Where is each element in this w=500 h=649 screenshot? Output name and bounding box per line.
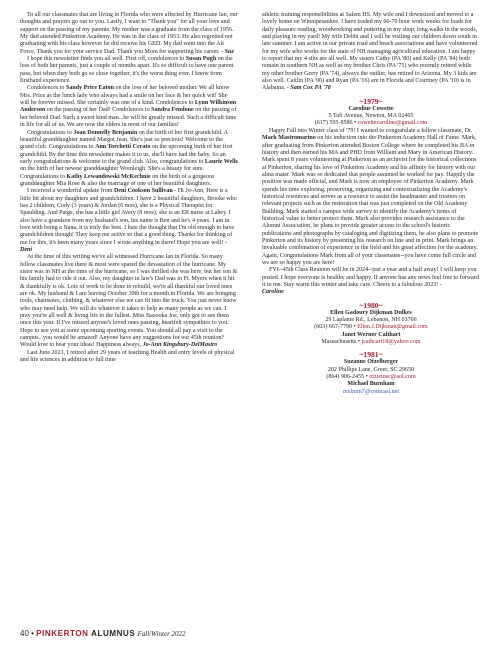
paragraph (20, 254, 238, 349)
paragraph (20, 56, 238, 85)
class-rep-name: Janet Werner Calthart (341, 331, 401, 338)
signature: Deni (20, 247, 33, 253)
class-rep-address: 202 Phillips Lane, Greer, SC 29650 (327, 366, 415, 373)
class-year-heading: ~1979~ (359, 96, 383, 106)
classmate-name: Laurie Wells (204, 158, 238, 165)
text: on the birth of her newest granddaughter Wrenleigh. She's a beauty for sure. Congratulations to (20, 166, 205, 180)
text: athletic training responsibilities at Salem HS. My wife and I downsized and moved to a lovely home on Winnipesaukee. I have traded my 60-70 hour work weeks for loads for daily pleasure reading, woodworking and puttering in my shop, long walks in the woods, and playing in my yard! My wife Debbi and I will be visiting our children down south in late summer. I am active in our private road and beach associations and have volunteered for my wife who works for the state of NH managing agricultural education. I am happy to report that my 4 sibs are all well. My sisters Cathy (PA '80) and Kelly (PA '84) both remain in southern NH as well as my brother Chris (PA '75) who recently retired while my other brother Gerry (PA '74), always the outlier, has retired to Arizona. My 3 kids are also well. Caitlin (PA '06) and Ryan (PA '16) are in Florida and Courtney (PA '10) is in Alabama. - (262, 12, 478, 92)
classmate-name: Lynn Wilkinson Anderson (20, 100, 237, 114)
classmate-name: Deni Cookson Sullivan (113, 188, 173, 195)
class-rep-contact (262, 374, 480, 381)
left-column (20, 12, 238, 365)
text: FYI--45th Class Reunion will be in 2024--just a year and a half away! I will keep you posted. I hope everyone is healthy and happy. If anyone has any news feel free to forward it to me. Stay warm this winter and take care. Cheers to a fabulous 2023! - (262, 267, 479, 289)
state: Massachusetts • (321, 339, 362, 346)
text: Last June 2021, I retired after 29 years of teaching Health and entry levels of physical and life sciences in addition to full time (20, 349, 235, 364)
magazine-title (36, 629, 135, 638)
class-rep-contact (262, 389, 480, 396)
classmate-name: Kathy Lewandowski McKechnie (66, 173, 151, 180)
page-number: 40 (20, 629, 29, 638)
class-rep-name: Ellen Gadoury Dijkman Dulkes (330, 309, 412, 316)
paragraph (20, 350, 238, 365)
paragraph (262, 128, 480, 268)
paragraph (20, 12, 238, 56)
text: I received a wonderful update from (27, 188, 114, 195)
text: on the passing of her beloved Dad. Such a sweet kind man...he will be greatly missed. Such a difficult time in life for all of us. We are now the elders in most of our families! (20, 107, 237, 129)
separator: • (31, 629, 37, 638)
brand-suffix: ALUMNUS (91, 629, 136, 638)
text: on his induction into the Pinkerton Academy Hall of Fame. Mark, after graduating from Pinkerton attended Boston College where he completed his BA in history and then earned his MA and PHD from William and Mary in American History. Mark spent 8 years volunteering at Pinkerton as an archivist for the historical collections at Pinkerton, sharing his love of Pinkerton Academy and his affinity for history with our alma mater. Mark was so dedicated that people assumed he worked for pay. Happily the position was made official, and Mark is now an employee of Pinkerton Academy. Mark spends his time exploring, preserving, organizing and contextualizing the Academy's historical resources and serves as a resource to assist the headmaster and trustees on relevant projects such as the restoration that was just completed on the Old Academy Building. Mark started a campus wide survey to identify the Academy's items of historical value to better protect them. Mark also provides research assistance to the Alumni Association, he plans to provide greater access to the school's historic publications and photographs by cataloging and digitizing them, he also plans to promote Pinkerton and its history by presenting his research on line and in print. Mark brings an invaluable combination of experience in the field and his great affection for the academy. Again, Congratulations Mark from all of your classmates--you have come full circle and we are so happy you are here! (262, 135, 479, 266)
paragraph (20, 85, 238, 129)
classmate-name: Ann Torchetti Cerato (95, 144, 151, 151)
paragraph (20, 130, 238, 189)
email-link[interactable]: mxburn7@comcast.net (342, 388, 400, 395)
text: on the loss of her beloved mother. We all know Mrs. Price as the lunch lady who always had a smile on her face & her quick wit! She will be forever missed. She certainly was one of a kind. Condolences to (20, 85, 230, 107)
text: Condolences to (27, 85, 66, 92)
paragraph (262, 12, 480, 93)
class-rep-address: 5 Taft Avenue, Newton, MA 02465 (328, 113, 414, 120)
text: At the time of this writing we've all witnessed Hurricane Ian in Florida. So many fellow classmates live there & most were spared the devastation of the hurricane. My sister was in NH at the time of the hurricane, so I was thrilled she was here, but her son & his family had to ride it out. Also, my daughter in law's Dad was in Ft. Myers when it hit & thankfully is ok. Lots of work to be done to rebuild, we're all thankful our loved ones are ok. My husband & I are leaving October 30th for a month in Florida. We are bringing tools, chainsaws, clothing, & whatever else we can fit into the truck. You just never know who may need help. We will do whatever it takes to help as many people as we can. I pray you're all well & living life to the fullest. Miss Bazooka Joe, only got to see them once this year. If I've missed anyone's loved ones passing, heartfelt sympathies to you. Hope to see you at some upcoming sporting events. You should all pay a visit to the campus...you would be amazed! Anyone have any suggestions for our 45th reunion? Would love to hear your ideas! Happiness always, (20, 254, 238, 349)
signature: Jo-Ann Kingsbury-DelMastro (142, 342, 218, 349)
brand-prefix: PINKERTON (36, 629, 89, 638)
text: Happy Fall into Winter class of '79! I wanted to congratulate a fellow classmate, Dr. (269, 127, 473, 134)
issue-label: Fall/Winter 2022 (137, 630, 186, 638)
phone: (603) 667-7790 • (314, 324, 358, 331)
class-rep-name: Michael Burnham (347, 381, 395, 388)
class-rep-name: Caroline Cowette (348, 105, 394, 112)
phone: (617) 595-8586 • (314, 120, 358, 127)
email-link[interactable]: jcathcart18@yahoo.com (361, 339, 421, 346)
class-year-heading: ~1980~ (359, 300, 383, 310)
paragraph (20, 188, 238, 254)
email-link[interactable]: cowettecaroline@gmail.com (357, 120, 428, 127)
signature: Sue (224, 48, 235, 55)
text: - Hi Jo-Ann, Here is a little bit about my daughters and grandchildren. I have 2 beautiful daughters, Brooke who has 2 children, Cody (3 years) & Jordan (6 mos), she is a Physical Therapist for Spaulding. And Paige, she has a little girl Avery (8 mos), she is an ER nurse at Lahey. I also have a grandson from my husband's son, his name is Ben and he's 4 years. I am in love with being a Nana, it is truly the best. I hate the thought that I'm old enough to have grandchildren though! They keep me active so that a good thing. Thanks for thinking of me for this, it's been many years since I wrote anything in there! Hope you are well! - (20, 188, 237, 246)
classmate-name: Susan Pugh (185, 56, 217, 63)
class-rep-contact (262, 324, 480, 331)
text: on the passing of her Dad! Condolences to (45, 107, 152, 114)
phone: (864) 906-2455 • (326, 374, 370, 381)
text: on the birth of her first grandchild. A beautiful granddaughter named Margot Jean. She's just so precious! Welcome to the grand club. Congratulations to (20, 129, 228, 151)
class-rep-name: Suzanne Otzelberger (343, 359, 399, 366)
text: I hope this newsletter finds you all well. First off, condolences to (27, 56, 186, 63)
classmate-name: Sandra Fendone (151, 107, 194, 114)
paragraph (262, 267, 480, 296)
text: on the loss of both her parents, just a couple of months apart. It's so difficult to have one parent pass, but when they both go so close together, it's the worst thing ever. I know from firsthand experience. (20, 56, 234, 85)
text: To all our classmates that are living in Florida who were affected by Hurricane Ian, our thoughts and prayers go out to you. Lastly, I want to "Thank you" for all your love and support on the passing of my parents. My mother was a graduate from the class of 1956. My dad attended Pinkerton Academy. He was in the class of 1953. He also regretted not graduating with his class however he did receive his GED. My dad went into the Air Force. Thank you for your service Dad. Thank you Mom for supporting his career. - (20, 12, 238, 55)
signature: Caroline (262, 289, 284, 296)
page-footer (20, 629, 186, 639)
text: on the upcoming birth of her first grandchild. By the time this newsletter makes it to us, she'll have had the baby. So an early congratulations & welcome to the grand club. Also, congratulations to (20, 144, 233, 165)
signature: Sam Cox PA '78 (290, 85, 331, 92)
class-rep-contact (262, 120, 480, 127)
class-rep-contact (262, 339, 480, 346)
right-column (262, 12, 480, 396)
classmate-name: Mark Mastromarino (262, 135, 316, 142)
class-rep-address: 29 Laplante Rd., Lebanon, NH 03766 (325, 317, 417, 324)
email-link[interactable]: otzieinsc@aol.com (369, 374, 416, 381)
text: on the birth of a gorgeous granddaughter Mia Rose & also the marriage of one of her beautiful daughters. (20, 173, 215, 187)
class-year-heading: ~1981~ (359, 350, 383, 360)
classmate-name: Joan Donnelly Benjamin (73, 129, 138, 136)
classmate-name: Sandy Price Eaton (65, 85, 115, 92)
text: Congratulations to (27, 129, 74, 136)
email-link[interactable]: Ellen.J.Dijkman@gmail.com (357, 324, 428, 331)
